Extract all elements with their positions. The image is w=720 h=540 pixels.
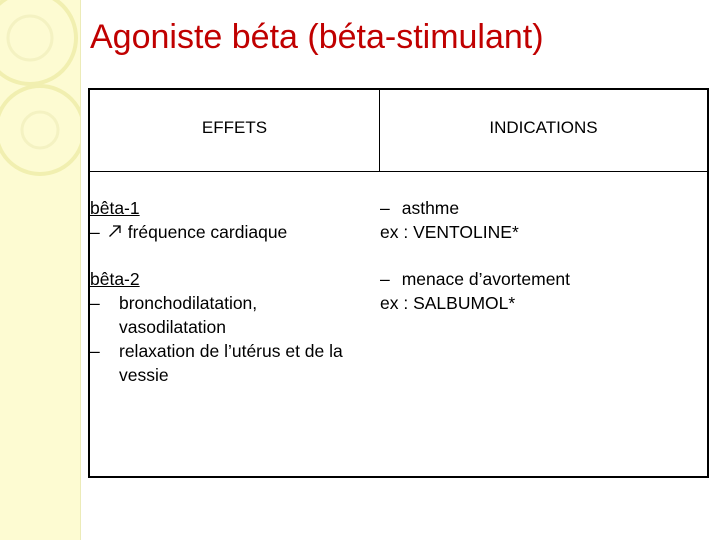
bullet-item — [380, 267, 570, 291]
row-heading: bêta-2 — [90, 269, 140, 289]
bullet-text: relaxation de l’utérus et de la vessie — [119, 341, 343, 385]
bullet-text: fréquence cardiaque — [127, 222, 288, 242]
example-text: ex : SALBUMOL* — [380, 293, 516, 313]
row-beta2-indications — [380, 267, 570, 315]
bullet-dash: – — [90, 293, 100, 313]
effects-indications-table — [88, 88, 709, 478]
bullet-dash: – — [380, 198, 390, 218]
up-right-arrow-icon — [108, 220, 122, 244]
decorative-sidebar — [0, 0, 80, 540]
slide-title: Agoniste béta (béta-stimulant) — [90, 18, 544, 56]
example-text: ex : VENTOLINE* — [380, 222, 519, 242]
header-divider-horizontal — [90, 171, 707, 172]
bullet-dash: – — [90, 341, 100, 361]
bullet-dash: – — [90, 222, 100, 242]
row-beta2-effects — [90, 267, 379, 387]
bullet-item — [90, 291, 379, 339]
header-effects: EFFETS — [201, 118, 268, 137]
decorative-circles — [0, 0, 80, 540]
row-heading: bêta-1 — [90, 198, 140, 218]
sidebar-divider — [80, 0, 81, 540]
bullet-text: bronchodilatation, vasodilatation — [119, 293, 258, 337]
row-beta1-indications — [380, 196, 519, 244]
header-indications: INDICATIONS — [489, 118, 598, 137]
bullet-text: menace d’avortement — [401, 269, 571, 289]
bullet-item — [90, 339, 379, 387]
bullet-dash: – — [380, 269, 390, 289]
row-beta1-effects — [90, 196, 287, 244]
bullet-text: asthme — [401, 198, 460, 218]
bullet-item — [90, 220, 287, 244]
bullet-item — [380, 196, 519, 220]
